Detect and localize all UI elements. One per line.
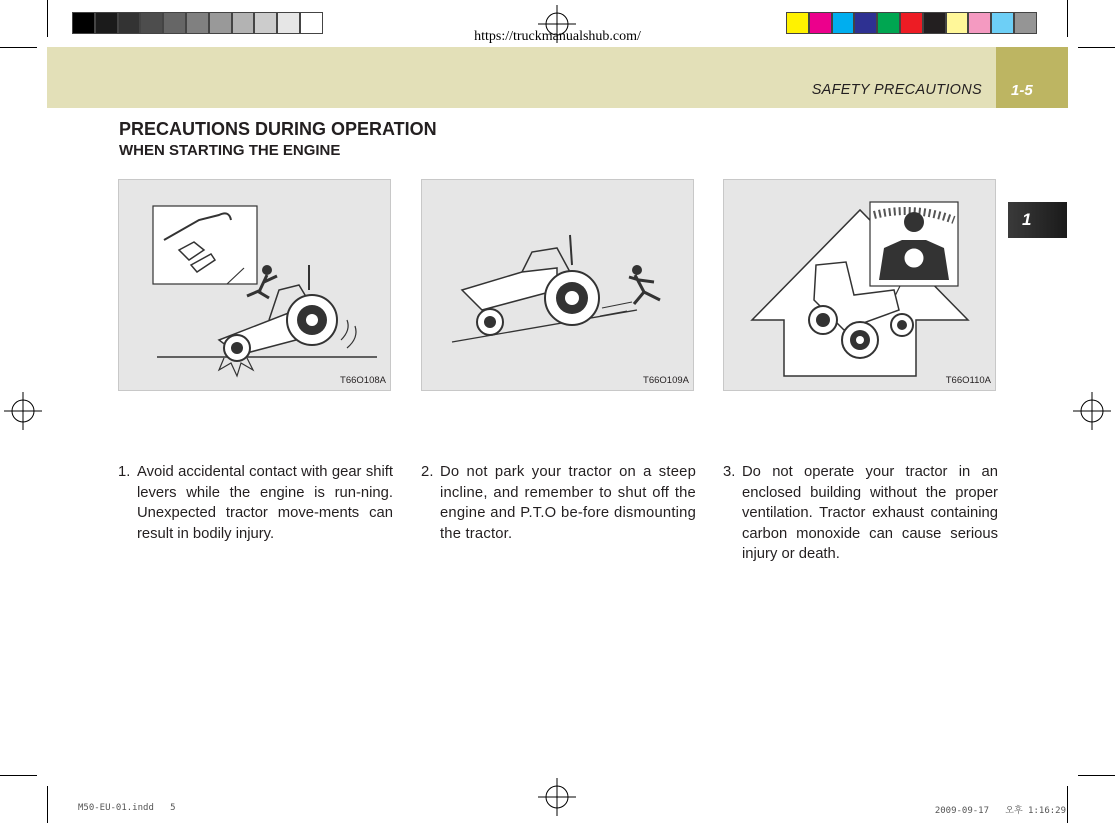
list-item bbox=[723, 462, 998, 565]
figure-3 bbox=[723, 179, 996, 391]
section-title: SAFETY PRECAUTIONS bbox=[811, 82, 982, 98]
list-item bbox=[118, 462, 393, 544]
slug-left: M50-EU-01.indd 5 bbox=[78, 803, 176, 813]
figure-code: T66O109A bbox=[643, 375, 689, 386]
chapter-number: 1 bbox=[1022, 210, 1032, 229]
list-item bbox=[421, 462, 696, 544]
tractor-enclosed-building-exhaust-illustration-icon bbox=[724, 180, 997, 392]
slug-right: 2009-09-17 오후 1:16:29 bbox=[934, 806, 1066, 816]
crop-mark bbox=[0, 47, 37, 48]
source-url[interactable]: https://truckmanualshub.com/ bbox=[474, 29, 641, 44]
tractor-gear-lever-accident-illustration-icon bbox=[119, 180, 392, 392]
figure-code: T66O110A bbox=[945, 375, 991, 386]
figure-2 bbox=[421, 179, 694, 391]
item-number: 3. bbox=[723, 464, 736, 480]
item-text: Avoid accidental contact with gear shift levers while the engine is run-ning. Unexpected tractor move-ments can result in bodily injury. bbox=[137, 464, 393, 542]
page-number: 1-5 bbox=[1011, 82, 1033, 99]
item-text: Do not operate your tractor in an enclosed building without the proper ventilation. Tractor exhaust containing carbon monoxide can cause serious injury or death. bbox=[742, 464, 998, 562]
header-band bbox=[47, 47, 996, 108]
item-number: 1. bbox=[118, 464, 131, 480]
registration-mark-icon bbox=[538, 778, 576, 816]
crop-mark bbox=[0, 775, 37, 776]
item-text: Do not park your tractor on a steep incline, and remember to shut off the engine and P.T.O be-fore dismounting the tractor. bbox=[440, 464, 696, 542]
page-title: PRECAUTIONS DURING OPERATION bbox=[119, 119, 437, 139]
crop-mark bbox=[1067, 786, 1068, 823]
figure-code: T66O108A bbox=[340, 375, 386, 386]
crop-mark bbox=[47, 786, 48, 823]
crop-mark bbox=[1078, 47, 1115, 48]
crop-mark bbox=[1078, 775, 1115, 776]
registration-mark-icon bbox=[4, 392, 42, 430]
chapter-tab bbox=[1008, 202, 1067, 238]
figure-1 bbox=[118, 179, 391, 391]
item-number: 2. bbox=[421, 464, 434, 480]
page-subtitle: WHEN STARTING THE ENGINE bbox=[119, 142, 341, 159]
registration-mark-icon bbox=[1073, 392, 1111, 430]
tractor-on-incline-illustration-icon bbox=[422, 180, 695, 392]
